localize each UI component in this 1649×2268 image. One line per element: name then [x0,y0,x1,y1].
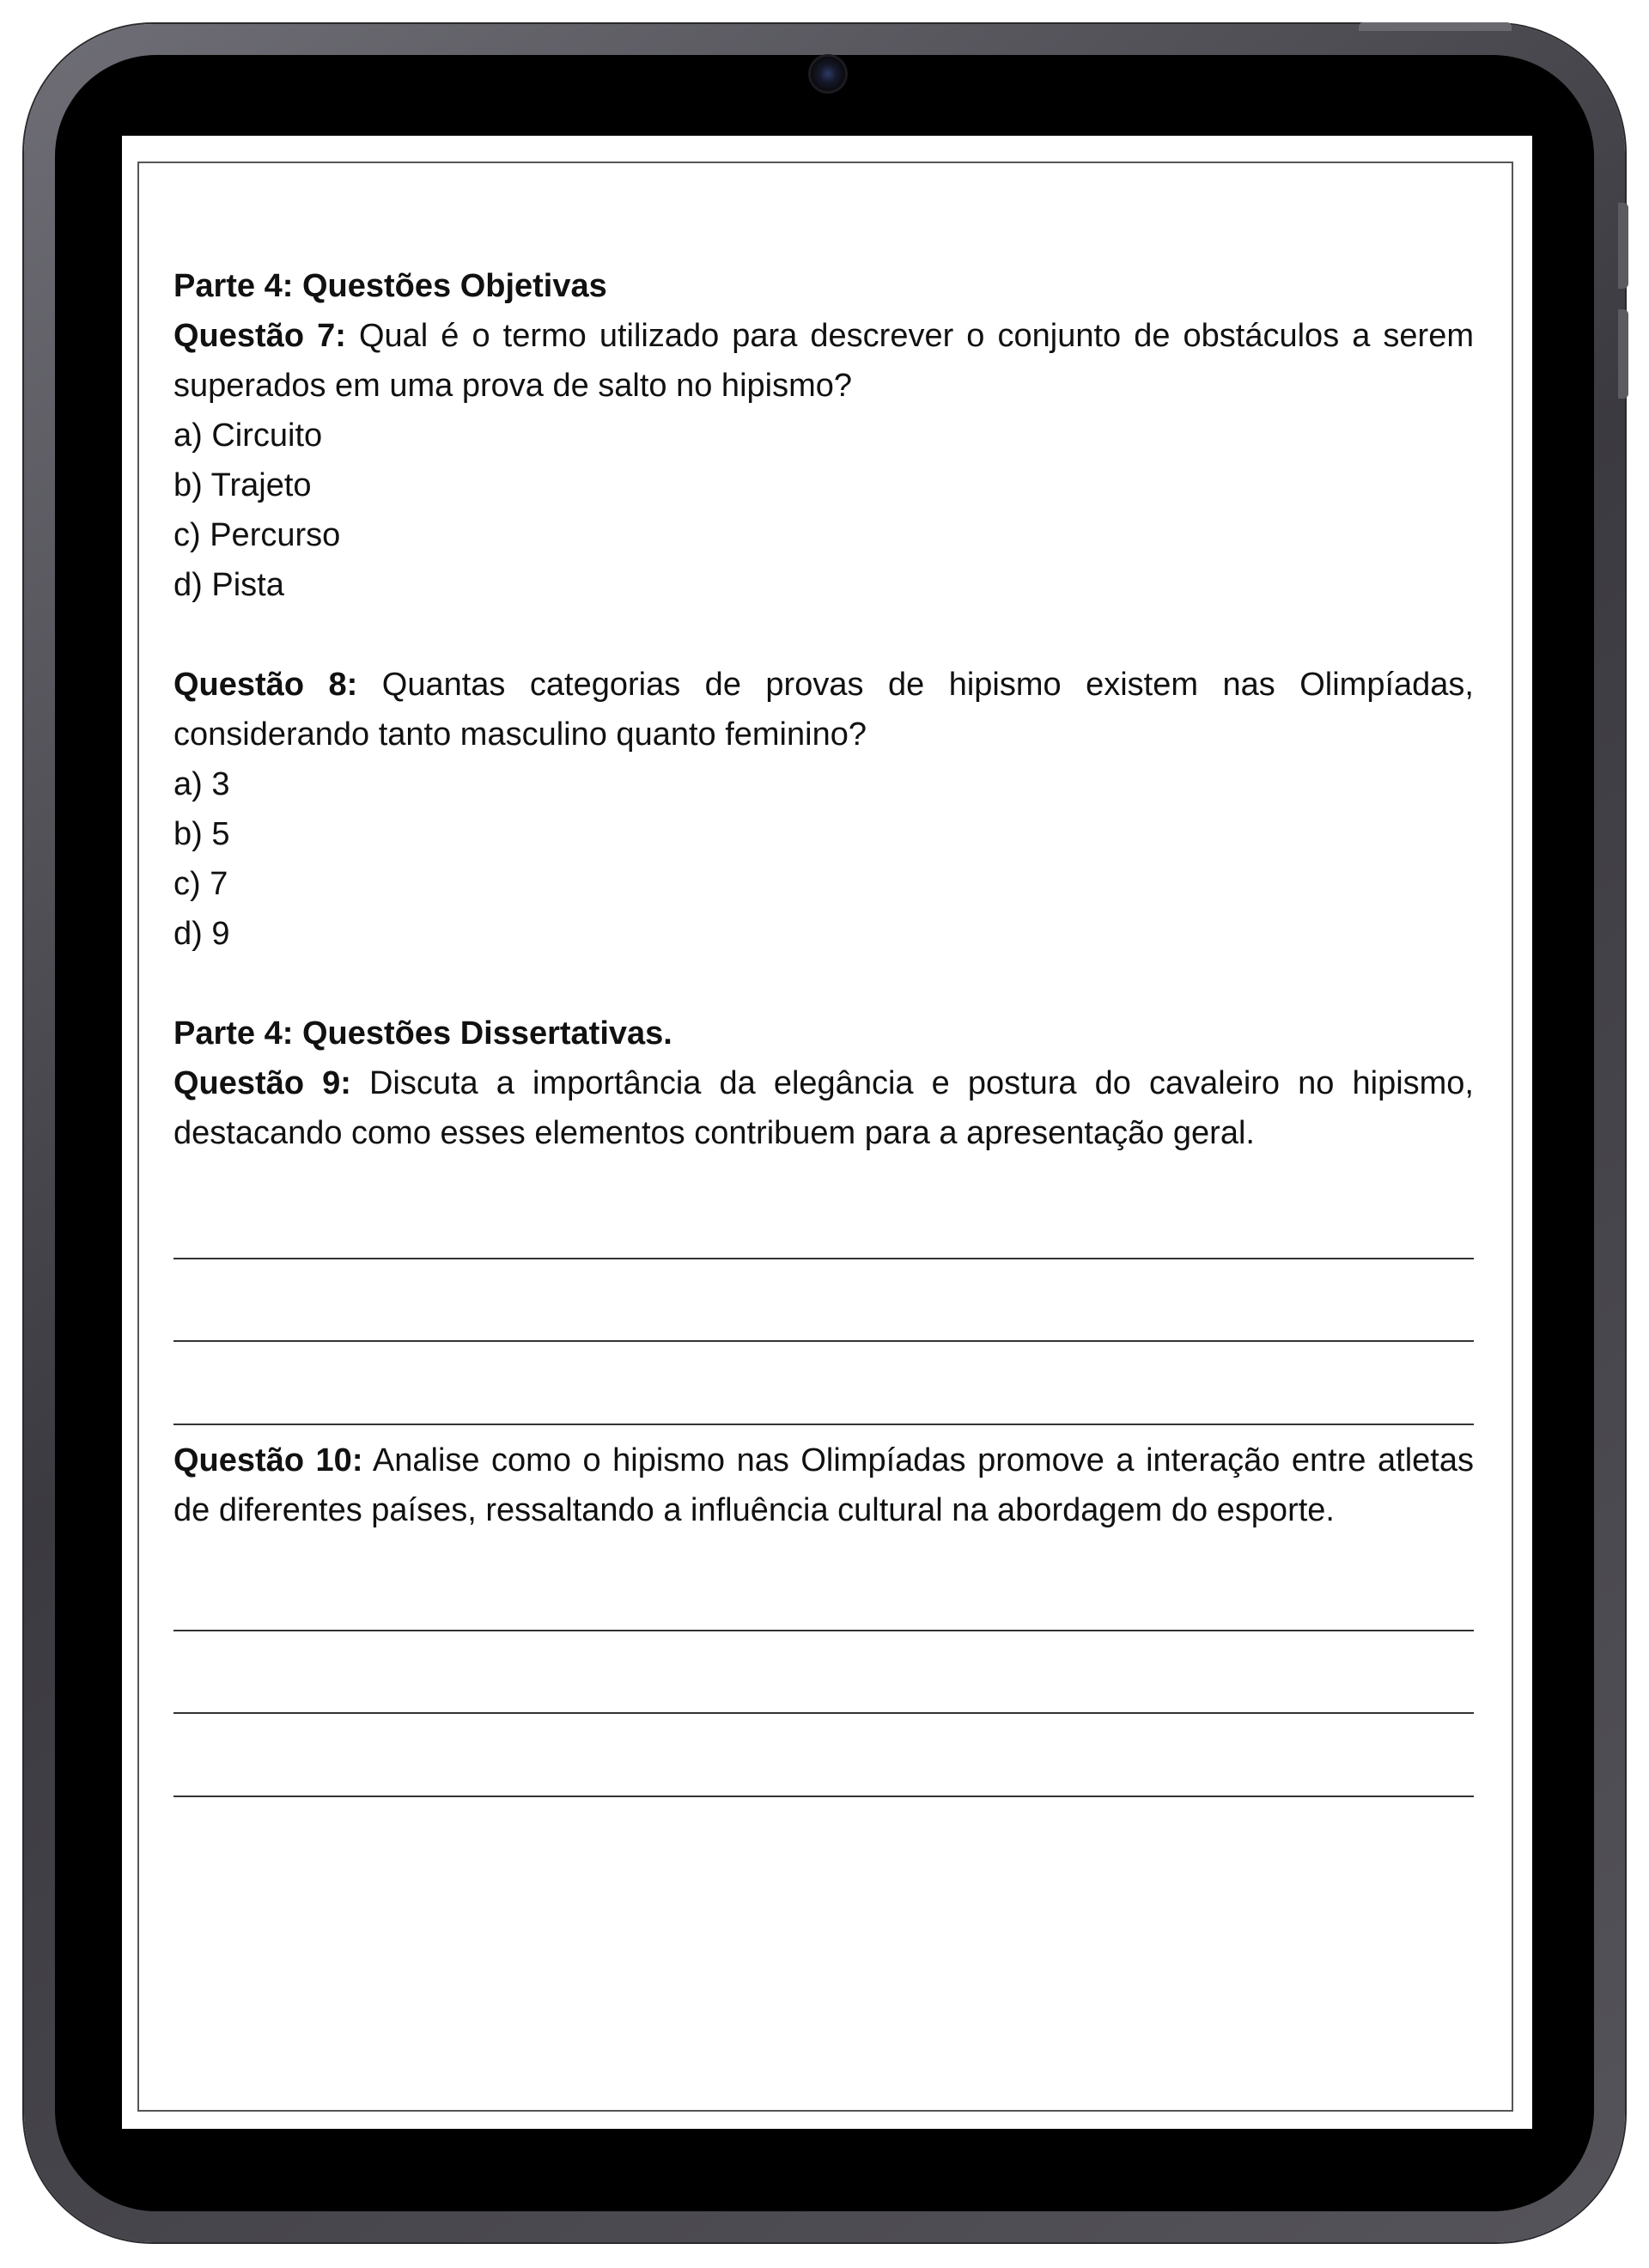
question-7-label: Questão 7: [173,318,346,354]
spacer [173,959,1474,1009]
answer-line[interactable] [173,1158,1474,1259]
question-10-text: Analise como o hipismo nas Olimpíadas promove a interação entre atletas de diferentes países, ressaltando a influência cultural na abordagem do esporte. [173,1442,1474,1528]
top-button [1359,22,1512,31]
question-8 [173,660,1474,759]
answer-line[interactable] [173,1714,1474,1797]
question-8-option-c: c) 7 [173,866,228,902]
answer-line[interactable] [173,1342,1474,1425]
question-10 [173,1436,1474,1535]
screen [122,136,1532,2129]
camera-icon [811,57,845,91]
question-7-option-d: d) Pista [173,567,284,603]
question-9-label: Questão 9: [173,1065,351,1101]
question-8-option-d: d) 9 [173,916,230,952]
volume-up-button [1618,203,1628,289]
question-8-option-b: b) 5 [173,816,230,852]
question-7-option-c: c) Percurso [173,517,341,553]
question-7-option-b: b) Trajeto [173,467,312,503]
question-9-text: Discuta a importância da elegância e postura do cavaleiro no hipismo, destacando como esses elementos contribuem para a apresentação geral. [173,1065,1474,1151]
question-8-text: Quantas categorias de provas de hipismo existem nas Olimpíadas, considerando tanto masculino quanto feminino? [173,667,1474,753]
question-7 [173,311,1474,411]
document-content [173,261,1474,1797]
question-7-option-a: a) Circuito [173,418,323,454]
section-title-dissertativas: Parte 4: Questões Dissertativas. [173,1015,672,1052]
question-7-text: Qual é o termo utilizado para descrever o conjunto de obstáculos a serem superados em uma prova de salto no hipismo? [173,318,1475,404]
section-title-objetivas: Parte 4: Questões Objetivas [173,268,607,304]
answer-line[interactable] [173,1535,1474,1631]
question-8-label: Questão 8: [173,667,358,703]
answer-line[interactable] [173,1259,1474,1342]
volume-down-button [1618,309,1628,399]
question-10-label: Questão 10: [173,1442,363,1478]
question-8-option-a: a) 3 [173,766,230,802]
question-9 [173,1058,1474,1158]
spacer [173,610,1474,660]
answer-line[interactable] [173,1631,1474,1714]
